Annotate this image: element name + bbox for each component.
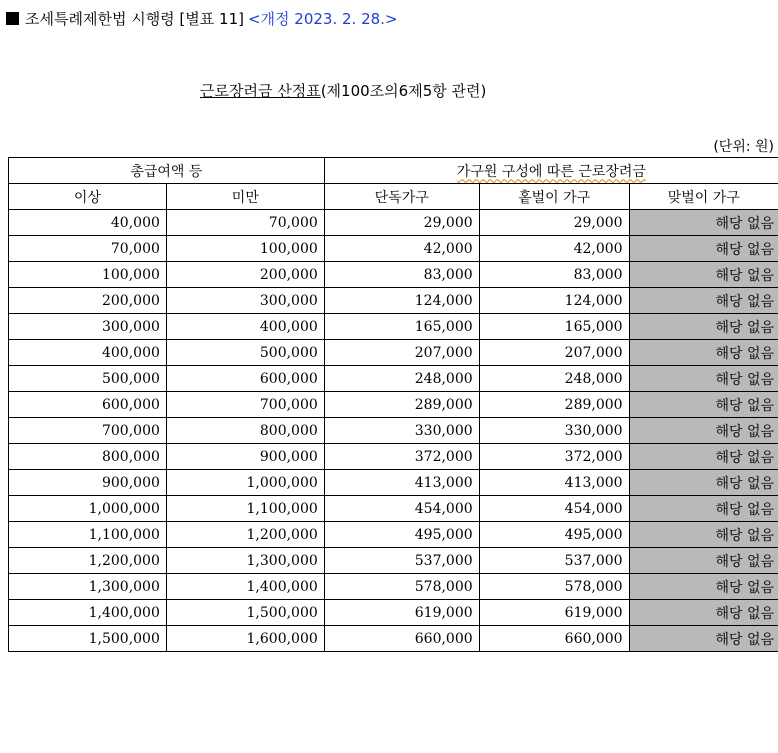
cell-single-earner: 660,000	[479, 626, 629, 652]
table-row	[9, 522, 778, 548]
header-household-label: 가구원 구성에 따른 근로장려금	[456, 163, 646, 180]
cell-min: 400,000	[9, 340, 167, 366]
header-row-group	[9, 158, 778, 184]
incentive-table	[8, 157, 778, 652]
cell-single: 83,000	[324, 262, 479, 288]
cell-dual-earner: 해당 없음	[629, 262, 778, 288]
cell-single-earner: 124,000	[479, 288, 629, 314]
cell-min: 1,300,000	[9, 574, 167, 600]
unit-label: (단위: 원)	[713, 139, 774, 155]
cell-max: 600,000	[166, 366, 324, 392]
header-single-earner: 홑벌이 가구	[479, 184, 629, 210]
cell-min: 1,000,000	[9, 496, 167, 522]
cell-min: 600,000	[9, 392, 167, 418]
cell-single: 207,000	[324, 340, 479, 366]
cell-max: 900,000	[166, 444, 324, 470]
cell-dual-earner: 해당 없음	[629, 392, 778, 418]
table-title-sub: (제100조의6제5항 관련)	[320, 82, 487, 100]
cell-single: 289,000	[324, 392, 479, 418]
cell-single-earner: 248,000	[479, 366, 629, 392]
table-row	[9, 470, 778, 496]
header-max: 미만	[166, 184, 324, 210]
cell-single-earner: 578,000	[479, 574, 629, 600]
table-row	[9, 340, 778, 366]
cell-single: 248,000	[324, 366, 479, 392]
table-row	[9, 496, 778, 522]
table-row	[9, 444, 778, 470]
cell-dual-earner: 해당 없음	[629, 444, 778, 470]
cell-min: 700,000	[9, 418, 167, 444]
cell-max: 100,000	[166, 236, 324, 262]
cell-min: 200,000	[9, 288, 167, 314]
cell-max: 700,000	[166, 392, 324, 418]
header-dual-earner: 맞벌이 가구	[629, 184, 778, 210]
cell-max: 1,500,000	[166, 600, 324, 626]
cell-dual-earner: 해당 없음	[629, 574, 778, 600]
cell-single: 330,000	[324, 418, 479, 444]
cell-single: 495,000	[324, 522, 479, 548]
cell-max: 800,000	[166, 418, 324, 444]
cell-single: 372,000	[324, 444, 479, 470]
cell-max: 500,000	[166, 340, 324, 366]
header-row-columns	[9, 184, 778, 210]
cell-single-earner: 165,000	[479, 314, 629, 340]
cell-single: 660,000	[324, 626, 479, 652]
cell-dual-earner: 해당 없음	[629, 288, 778, 314]
cell-dual-earner: 해당 없음	[629, 314, 778, 340]
cell-max: 1,100,000	[166, 496, 324, 522]
cell-min: 1,100,000	[9, 522, 167, 548]
cell-dual-earner: 해당 없음	[629, 626, 778, 652]
cell-single: 454,000	[324, 496, 479, 522]
black-square-icon	[6, 12, 19, 25]
cell-single-earner: 619,000	[479, 600, 629, 626]
table-row	[9, 600, 778, 626]
cell-min: 1,500,000	[9, 626, 167, 652]
cell-single: 619,000	[324, 600, 479, 626]
cell-min: 100,000	[9, 262, 167, 288]
cell-max: 70,000	[166, 210, 324, 236]
cell-dual-earner: 해당 없음	[629, 366, 778, 392]
cell-single: 165,000	[324, 314, 479, 340]
table-row	[9, 574, 778, 600]
cell-max: 1,300,000	[166, 548, 324, 574]
cell-single-earner: 289,000	[479, 392, 629, 418]
cell-min: 800,000	[9, 444, 167, 470]
document-header	[6, 8, 398, 29]
cell-max: 200,000	[166, 262, 324, 288]
table-row	[9, 392, 778, 418]
cell-min: 900,000	[9, 470, 167, 496]
cell-single-earner: 83,000	[479, 262, 629, 288]
header-min: 이상	[9, 184, 167, 210]
table-row	[9, 626, 778, 652]
cell-single: 413,000	[324, 470, 479, 496]
cell-single-earner: 42,000	[479, 236, 629, 262]
cell-max: 1,000,000	[166, 470, 324, 496]
cell-single-earner: 413,000	[479, 470, 629, 496]
cell-max: 1,200,000	[166, 522, 324, 548]
cell-dual-earner: 해당 없음	[629, 600, 778, 626]
cell-min: 500,000	[9, 366, 167, 392]
table-row	[9, 314, 778, 340]
table-row	[9, 366, 778, 392]
cell-dual-earner: 해당 없음	[629, 522, 778, 548]
table-row	[9, 210, 778, 236]
cell-dual-earner: 해당 없음	[629, 470, 778, 496]
cell-dual-earner: 해당 없음	[629, 340, 778, 366]
cell-max: 1,400,000	[166, 574, 324, 600]
header-household	[324, 158, 778, 184]
table-row	[9, 262, 778, 288]
cell-min: 70,000	[9, 236, 167, 262]
cell-single-earner: 537,000	[479, 548, 629, 574]
header-single: 단독가구	[324, 184, 479, 210]
cell-max: 400,000	[166, 314, 324, 340]
cell-min: 40,000	[9, 210, 167, 236]
header-income: 총급여액 등	[9, 158, 325, 184]
cell-max: 1,600,000	[166, 626, 324, 652]
cell-single-earner: 207,000	[479, 340, 629, 366]
cell-single: 124,000	[324, 288, 479, 314]
table-row	[9, 548, 778, 574]
cell-min: 1,200,000	[9, 548, 167, 574]
cell-single-earner: 372,000	[479, 444, 629, 470]
cell-single-earner: 495,000	[479, 522, 629, 548]
cell-dual-earner: 해당 없음	[629, 548, 778, 574]
cell-dual-earner: 해당 없음	[629, 418, 778, 444]
law-title: 조세특례제한법 시행령 [별표 11]	[25, 10, 244, 28]
table-body	[9, 210, 778, 652]
cell-single-earner: 29,000	[479, 210, 629, 236]
table-row	[9, 418, 778, 444]
cell-dual-earner: 해당 없음	[629, 236, 778, 262]
cell-dual-earner: 해당 없음	[629, 210, 778, 236]
cell-dual-earner: 해당 없음	[629, 496, 778, 522]
table-row	[9, 236, 778, 262]
cell-single: 42,000	[324, 236, 479, 262]
cell-single: 537,000	[324, 548, 479, 574]
table-row	[9, 288, 778, 314]
cell-min: 1,400,000	[9, 600, 167, 626]
cell-min: 300,000	[9, 314, 167, 340]
cell-single-earner: 330,000	[479, 418, 629, 444]
cell-single: 578,000	[324, 574, 479, 600]
revision-link[interactable]: <개정 2023. 2. 28.>	[247, 10, 398, 28]
table-title-main: 근로장려금 산정표	[200, 82, 321, 100]
table-title	[200, 80, 486, 101]
cell-single-earner: 454,000	[479, 496, 629, 522]
cell-single: 29,000	[324, 210, 479, 236]
cell-max: 300,000	[166, 288, 324, 314]
